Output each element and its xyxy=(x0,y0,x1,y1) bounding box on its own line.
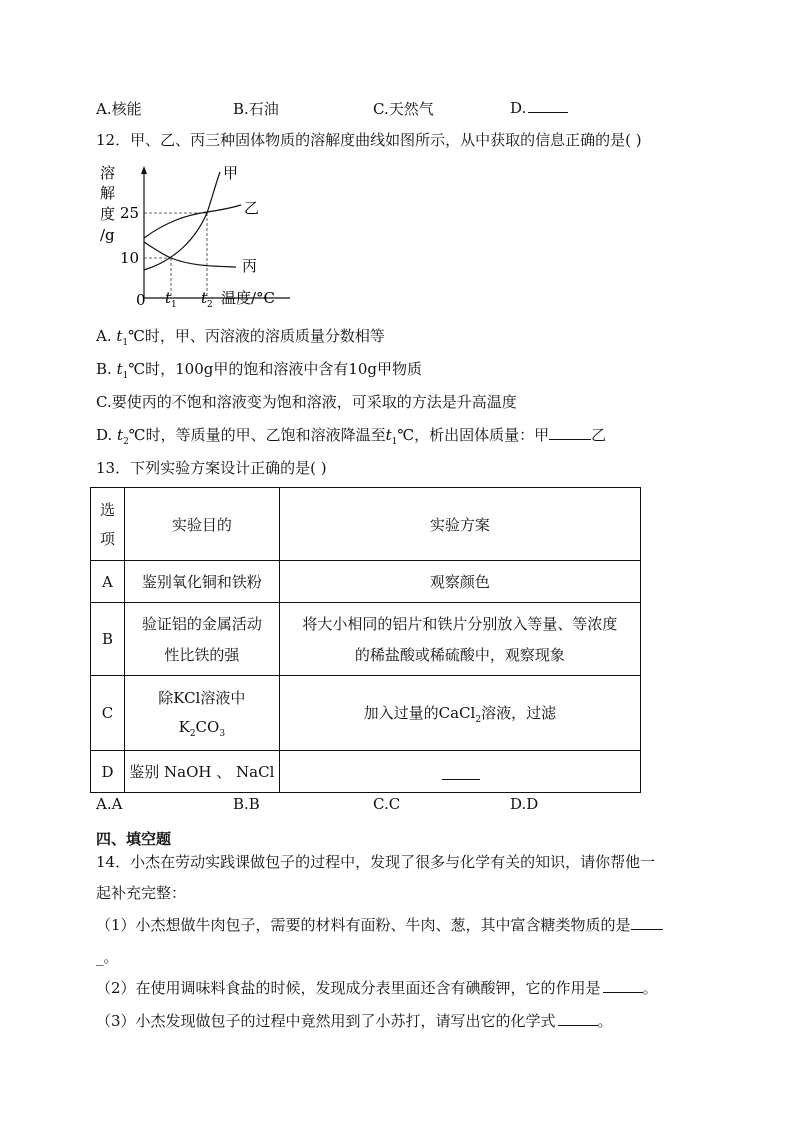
q13-answer-b: B.B xyxy=(233,795,260,813)
curve-label-jia: 甲 xyxy=(223,164,239,182)
q12-option-c: C.要使丙的不饱和溶液变为饱和溶液，可采取的方法是升高温度 xyxy=(96,393,517,411)
row-plan xyxy=(279,751,640,793)
y-tick-10: 10 xyxy=(120,249,140,267)
y-tick-25: 25 xyxy=(120,204,140,222)
answer-blank[interactable] xyxy=(528,98,568,113)
q11-option-d xyxy=(510,98,568,117)
formula-sub: 2 xyxy=(189,729,196,739)
opt-text: 乙 xyxy=(591,426,607,444)
curve-yi xyxy=(144,205,241,238)
row-plan xyxy=(279,603,640,676)
formula-part: CO xyxy=(195,718,220,736)
y-label-char-3: 度 xyxy=(100,205,116,223)
opt-text: ℃时，甲、丙溶液的溶质质量分数相等 xyxy=(128,327,385,345)
opt-prefix: B. xyxy=(96,360,117,378)
row-option: C xyxy=(91,676,125,751)
purpose-line: 除KCl溶液中 xyxy=(158,689,246,707)
header-text: 项 xyxy=(99,530,115,548)
q14-stem-line2: 起补充完整： xyxy=(96,884,187,902)
plan-line: 的稀盐酸或稀硫酸中，观察现象 xyxy=(354,646,565,664)
row-plan xyxy=(279,676,640,751)
row-purpose: 鉴别氧化铜和铁粉 xyxy=(124,561,279,603)
answer-blank[interactable] xyxy=(603,978,643,993)
x-origin-label: 0 xyxy=(136,291,146,309)
answer-blank[interactable] xyxy=(558,1011,598,1026)
row-purpose xyxy=(124,603,279,676)
q13-answer-d: D.D xyxy=(510,795,539,813)
temp-subscript: 1 xyxy=(122,371,129,381)
curve-bing xyxy=(144,242,236,267)
q12-option-d xyxy=(96,424,606,447)
purpose-line: 性比铁的强 xyxy=(164,646,240,664)
plan-line: 将大小相同的铝片和铁片分别放入等量、等浓度 xyxy=(302,615,618,633)
answer-blank[interactable] xyxy=(549,425,591,440)
table-row xyxy=(91,603,641,676)
q13-stem: 13．下列实验方案设计正确的是( ) xyxy=(96,459,327,477)
plan-text: 加入过量的CaCl xyxy=(363,703,476,722)
formula-sub: 2 xyxy=(475,714,482,725)
formula-k2co3 xyxy=(125,718,279,739)
table-header-row xyxy=(91,488,641,561)
q13-answer-a: A.A xyxy=(96,795,123,813)
formula-sub: 3 xyxy=(219,729,226,739)
y-label-char-2: 解 xyxy=(100,184,116,202)
temp-symbol: t xyxy=(117,426,124,444)
solubility-curve-graph xyxy=(96,158,296,313)
temp-symbol: t xyxy=(116,327,123,345)
opt-text: ℃时，100g甲的饱和溶液中含有10g甲物质 xyxy=(128,360,423,378)
x-tick-t1-sub: 1 xyxy=(171,300,177,310)
header-purpose: 实验目的 xyxy=(124,488,279,561)
header-option xyxy=(91,488,125,561)
formula-part: K xyxy=(178,718,190,736)
opt-text: ℃，析出固体质量：甲 xyxy=(397,426,550,444)
part-tail: 。 xyxy=(597,1012,613,1030)
part-text: （2）在使用调味料食盐的时候，发现成分表里面还含有碘酸钾，它的作用是 xyxy=(96,979,601,997)
experiment-table xyxy=(90,487,641,793)
q14-part3 xyxy=(96,1010,613,1031)
row-purpose: 鉴别 NaOH 、 NaCl xyxy=(124,751,279,793)
table-row xyxy=(91,561,641,603)
q12-option-a xyxy=(96,325,385,348)
q14-part2 xyxy=(96,977,658,998)
curve-label-bing: 丙 xyxy=(242,257,258,275)
q11-option-c: C.天然气 xyxy=(373,100,434,118)
q14-part1-tail: _。 xyxy=(96,948,119,966)
row-option: A xyxy=(91,561,125,603)
q12-option-b xyxy=(96,358,422,381)
opt-text: ℃时，等质量的甲、乙饱和溶液降温至 xyxy=(128,426,386,444)
q11-option-d-label: D. xyxy=(510,99,527,117)
curve-jia xyxy=(144,172,220,270)
q11-option-b: B.石油 xyxy=(233,100,279,118)
table-row xyxy=(91,751,641,793)
header-text: 选 xyxy=(99,501,115,519)
table-row xyxy=(91,676,641,751)
row-option: D xyxy=(91,751,125,793)
part-text: （1）小杰想做牛肉包子，需要的材料有面粉、牛肉、葱，其中富含糖类物质的是 xyxy=(96,916,631,934)
q11-option-a: A.核能 xyxy=(96,100,142,118)
x-tick-t2-sub: 2 xyxy=(207,300,213,310)
q14-part1 xyxy=(96,914,663,935)
plan-text: 溶液，过滤 xyxy=(481,703,557,722)
header-plan: 实验方案 xyxy=(279,488,640,561)
temp-symbol: t xyxy=(385,426,392,444)
x-tick-t2: t xyxy=(201,289,208,307)
y-label-char-1: 溶 xyxy=(100,164,116,182)
y-label-char-4: /g xyxy=(100,226,115,244)
temp-symbol: t xyxy=(116,360,123,378)
purpose-line: 验证铝的金属活动 xyxy=(141,615,262,633)
answer-blank[interactable] xyxy=(442,765,480,780)
row-option: B xyxy=(91,603,125,676)
answer-blank[interactable] xyxy=(631,915,663,930)
section-title: 四、填空题 xyxy=(96,830,172,848)
row-plan: 观察颜色 xyxy=(279,561,640,603)
opt-prefix: D. xyxy=(96,426,118,444)
opt-prefix: A. xyxy=(96,327,117,345)
part-tail: 。 xyxy=(642,979,658,997)
q13-answer-c: C.C xyxy=(373,795,401,813)
y-axis-arrow xyxy=(141,166,147,174)
q12-stem: 12．甲、乙、丙三种固体物质的溶解度曲线如图所示，从中获取的信息正确的是( ) xyxy=(96,131,642,149)
x-axis-label: 温度/°C xyxy=(221,289,276,307)
temp-subscript: 1 xyxy=(122,338,129,348)
x-tick-t1: t xyxy=(165,289,172,307)
part-text: （3）小杰发现做包子的过程中竟然用到了小苏打，请写出它的化学式 xyxy=(96,1012,556,1030)
q14-stem-line1: 14．小杰在劳动实践课做包子的过程中，发现了很多与化学有关的知识，请你帮他一 xyxy=(96,853,656,871)
temp-subscript: 2 xyxy=(123,437,129,447)
curve-label-yi: 乙 xyxy=(244,199,260,217)
temp-subscript: 1 xyxy=(391,437,398,447)
row-purpose xyxy=(124,676,279,751)
